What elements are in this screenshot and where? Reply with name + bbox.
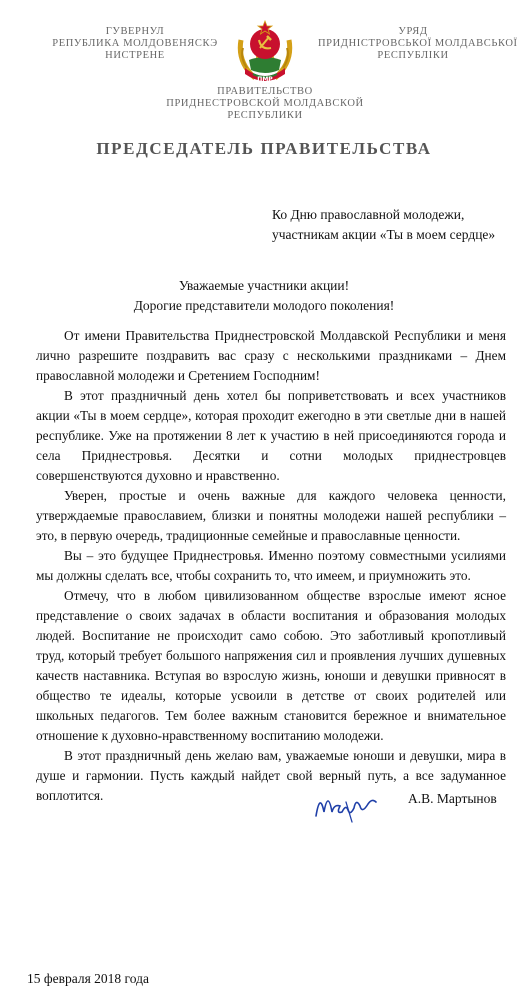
addressee-line: Ко Дню православной молодежи,	[272, 207, 465, 222]
header-ukrainian	[318, 26, 518, 62]
header-russian-line: ПРИДНЕСТРОВСКОЙ МОЛДАВСКОЙ	[166, 98, 364, 109]
handwritten-signature	[312, 782, 380, 824]
document-date: 15 февраля 2018 года	[27, 971, 149, 986]
body-paragraph: В этот праздничный день желаю вам, уважаемые юноши и девушки, мира в душе и гармонии. Пусть каждый найдет свой верный путь, а все задуманное воплотится.	[36, 748, 506, 803]
salutation-line: Уважаемые участники акции!	[178, 278, 350, 293]
addressee-block	[272, 205, 522, 245]
emblem-label: ПМР	[257, 76, 273, 83]
salutation-line: Дорогие представители молодого поколения!	[133, 298, 395, 313]
body-paragraph: В этот праздничный день хотел бы поприветствовать и всех участников акции «Ты в моем сердце», которая проходит ежегодно в эти светлые дни в нашей республике. Уже на протяжении 8 лет к участию в ней присоединяются города и села Приднестровья. Десятки и сотни молодых приднестровцев совершенствуются духовно и нравственно.	[36, 388, 506, 483]
body-paragraph: Отмечу, что в любом цивилизованном обществе взрослые имеют ясное представление о своих задачах в области воспитания и образования молодых людей. Воспитание не происходит само собою. Это заботливый кропотливый труд, который требует большого напряжения сил и проявления лучших душевных качеств наставника. Вступая во взрослую жизнь, юноши и девушки привносят в общество те идеалы, которые усвоили в детстве от своих родителей или школьных педагогов. Тем более важным становится бережное и внимательное отношение к духовно-нравственному воспитанию молодежи.	[36, 588, 506, 743]
header-ukrainian-line: УРЯД	[398, 26, 428, 37]
header-russian-line: ПРАВИТЕЛЬСТВО	[217, 86, 313, 97]
body-paragraph: Вы – это будущее Приднестровья. Именно поэтому совместными усилиями мы должны сделать все, чтобы сохранить то, что имеем, и приумножить это.	[36, 548, 506, 583]
coat-of-arms-icon	[235, 18, 295, 86]
header-moldovan-line: НИСТРЕНЕ	[105, 50, 165, 61]
signer-name: А.В. Мартынов	[408, 791, 497, 806]
header-russian-line: РЕСПУБЛИКИ	[227, 110, 303, 121]
body-paragraph: Уверен, простые и очень важные для каждого человека ценности, утверждаемые православием, близки и понятны молодежи нашей республики – это, в первую очередь, традиционные семейные и православные ценности.	[36, 488, 506, 543]
addressee-line: участникам акции «Ты в моем сердце»	[272, 227, 496, 242]
letter-body	[36, 326, 506, 806]
document-title: ПРЕДСЕДАТЕЛЬ ПРАВИТЕЛЬСТВА	[96, 139, 432, 158]
header-ukrainian-line: ПРИДНІСТРОВСЬКОЇ МОЛДАВСЬКОЇ	[318, 38, 518, 49]
salutation	[0, 276, 528, 316]
header-moldovan-line: РЕПУБЛИКА МОЛДОВЕНЯСКЭ	[52, 38, 218, 49]
header-russian	[120, 86, 410, 122]
header-moldovan	[40, 26, 230, 62]
header-moldovan-line: ГУВЕРНУЛ	[105, 26, 165, 37]
body-paragraph: От имени Правительства Приднестровской Молдавской Республики и меня лично разрешите поздравить вас сразу с несколькими праздниками – Днем православной молодежи и Сретением Господним!	[36, 328, 506, 383]
header-ukrainian-line: РЕСПУБЛІКИ	[377, 50, 449, 61]
